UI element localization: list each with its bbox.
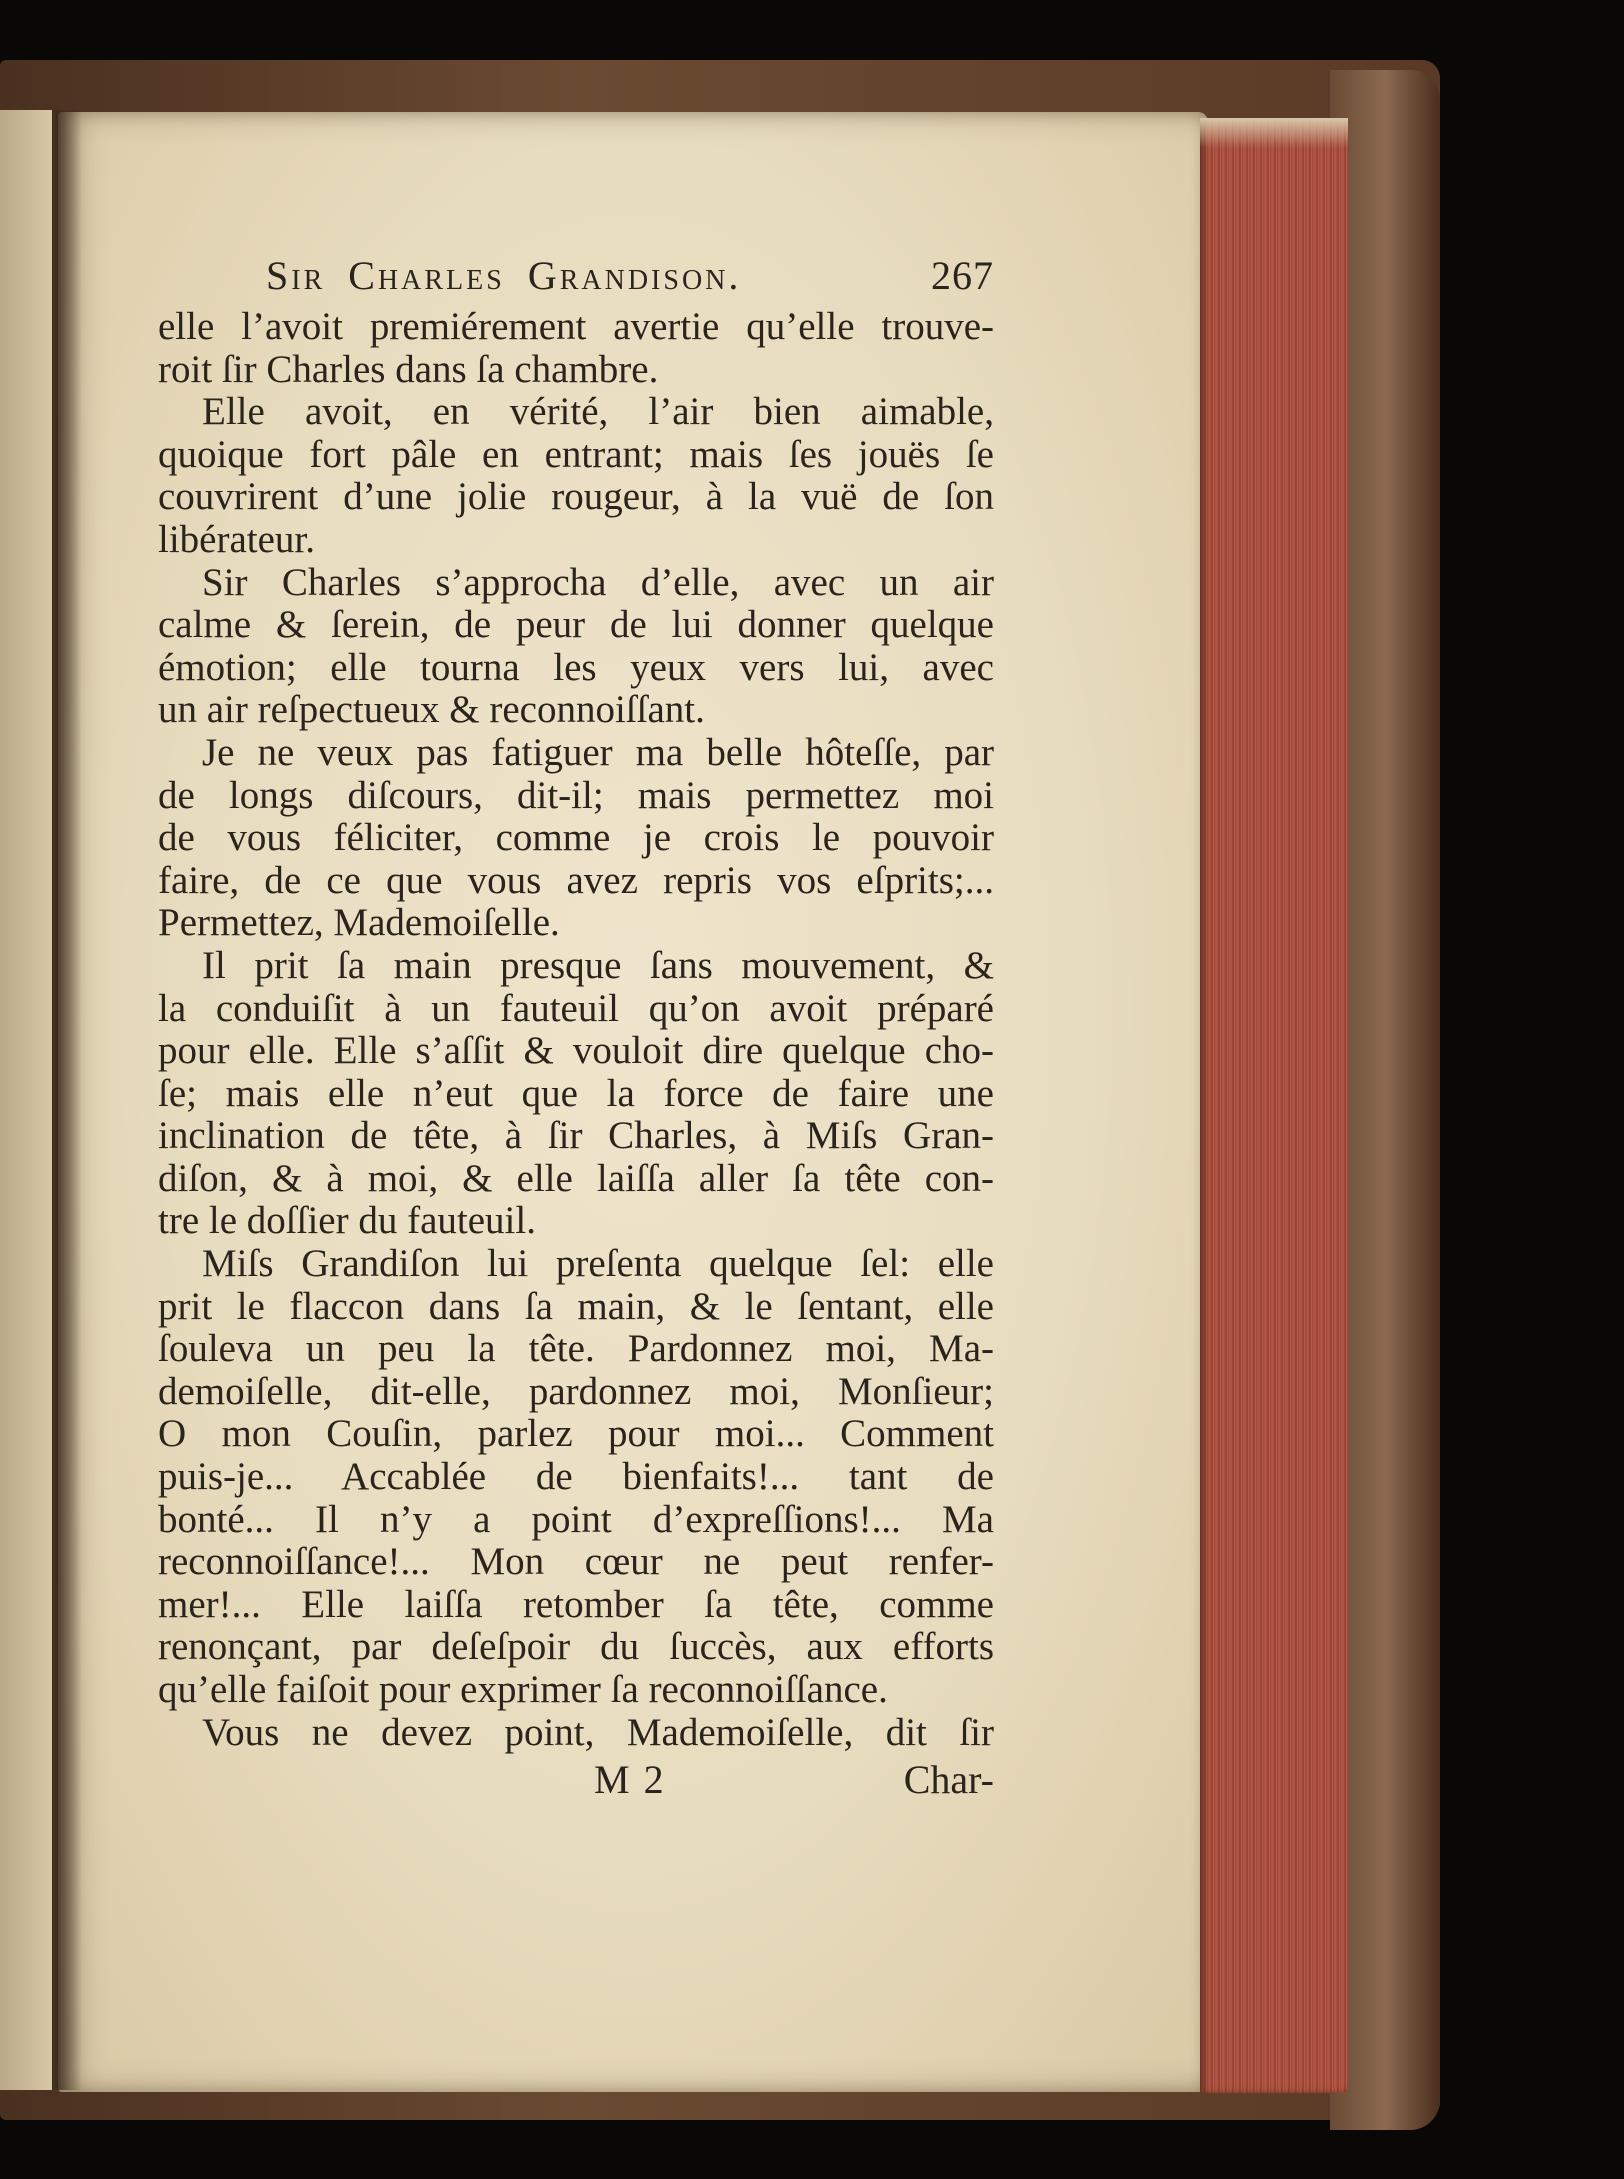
text-line: émotion; elle tourna les yeux vers lui, avec (158, 646, 994, 689)
text-line: Vous ne devez point, Mademoiſelle, dit ſir (202, 1711, 994, 1754)
text-line: renonçant, par deſeſpoir du ſuccès, aux efforts (158, 1626, 994, 1669)
text-line: couvrirent d’une jolie rougeur, à la vuë de ſon (158, 476, 994, 519)
text-line: Sir Charles s’approcha d’elle, avec un air (202, 561, 994, 604)
running-title: Sir Charles Grandison. (266, 253, 742, 298)
text-line: diſon, & à moi, & elle laiſſa aller ſa tête con- (158, 1157, 994, 1200)
gutter-shadow (52, 110, 82, 2090)
page-fore-edge (1200, 118, 1348, 2093)
page-number: 267 (931, 253, 994, 298)
text-line: tre le doſſier du fauteuil. (158, 1200, 536, 1243)
text-line: bonté... Il n’y a point d’expreſſions!... Ma (158, 1498, 994, 1541)
text-line: quoique fort pâle en entrant; mais ſes jouës ſe (158, 433, 994, 476)
running-head (266, 252, 994, 304)
text-line: calme & ſerein, de peur de lui donner quelque (158, 604, 994, 647)
facing-page-sliver (0, 110, 55, 2090)
fore-edge-highlight (1200, 118, 1348, 148)
catchword: Char- (903, 1757, 994, 1803)
text-line: Miſs Grandiſon lui preſenta quelque ſel: elle (202, 1243, 994, 1286)
text-line: un air reſpectueux & reconnoiſſant. (158, 689, 705, 732)
text-line: ſe; mais elle n’eut que la force de faire une (158, 1072, 994, 1115)
text-line: de vous féliciter, comme je crois le pouvoir (158, 817, 994, 860)
text-line: O mon Couſin, parlez pour moi... Comment (158, 1413, 994, 1456)
text-line: Permettez, Mademoiſelle. (158, 902, 560, 945)
text-line: elle l’avoit premiérement avertie qu’elle trouve- (158, 306, 994, 348)
text-line: reconnoiſſance!... Mon cœur ne peut renfer- (158, 1541, 994, 1584)
text-line: roit ſir Charles dans ſa chambre. (158, 348, 659, 391)
text-line: qu’elle faiſoit pour exprimer ſa reconnoiſſance. (158, 1669, 888, 1711)
page-text (158, 252, 994, 1803)
text-line: de longs diſcours, dit-il; mais permettez moi (158, 774, 994, 817)
signature-mark: M 2 (594, 1757, 666, 1803)
text-line: Je ne veux pas fatiguer ma belle hôteſſe, par (202, 731, 994, 774)
text-line: pour elle. Elle s’aſſit & vouloit dire quelque cho- (158, 1030, 994, 1073)
text-line: demoiſelle, dit-elle, pardonnez moi, Monſieur; (158, 1370, 994, 1413)
text-line: inclination de tête, à ſir Charles, à Miſs Gran- (158, 1115, 994, 1158)
text-line: la conduiſit à un fauteuil qu’on avoit préparé (158, 987, 994, 1030)
text-line: ſouleva un peu la tête. Pardonnez moi, Ma- (158, 1328, 994, 1371)
text-line: puis-je... Accablée de bienfaits!... tant de (158, 1456, 994, 1499)
text-line: Il prit ſa main presque ſans mouvement, & (202, 944, 994, 987)
text-line: mer!... Elle laiſſa retomber ſa tête, comme (158, 1583, 994, 1626)
text-line: faire, de ce que vous avez repris vos eſprits;... (158, 859, 994, 902)
text-line: Elle avoit, en vérité, l’air bien aimable, (202, 391, 994, 434)
text-line: libérateur. (158, 518, 316, 561)
text-line: prit le flaccon dans ſa main, & le ſentant, elle (158, 1285, 994, 1328)
page-footer (158, 1756, 994, 1803)
